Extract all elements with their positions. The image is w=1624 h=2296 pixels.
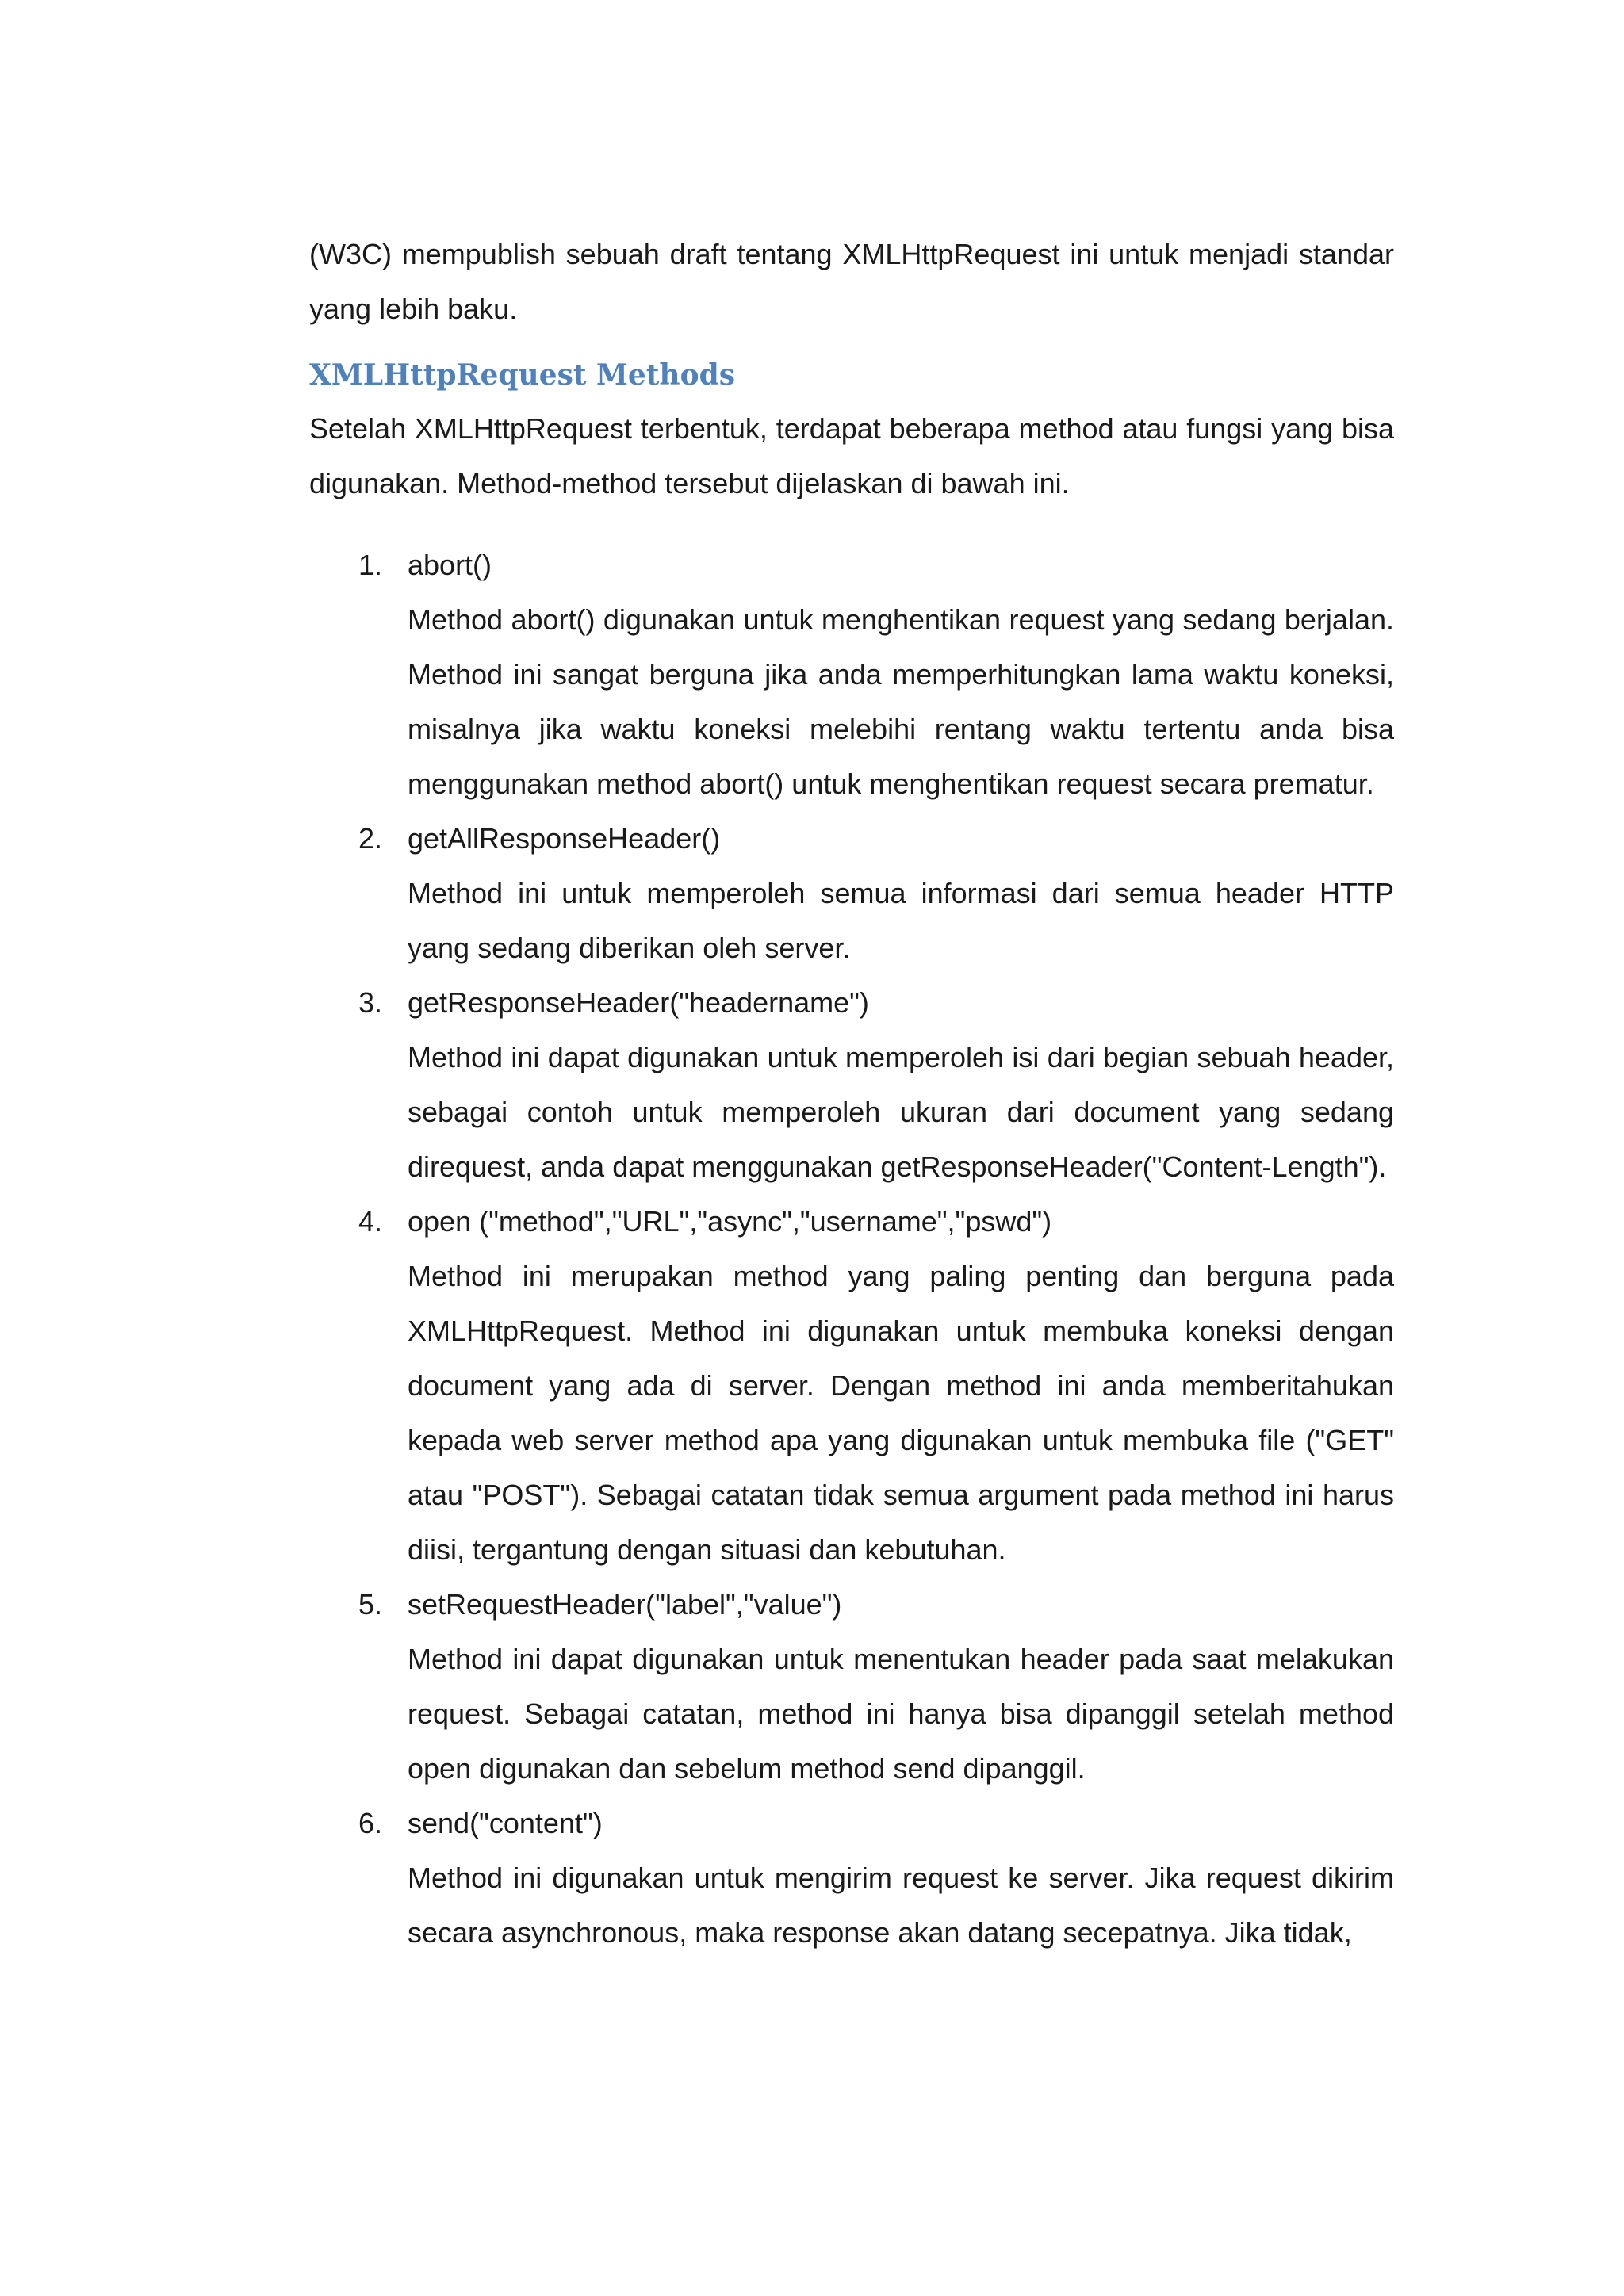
method-number: 1.: [358, 549, 383, 581]
method-number: 6.: [358, 1807, 383, 1839]
method-description: Method ini merupakan method yang paling penting dan berguna pada XMLHttpRequest. Method ini digunakan untuk membuka koneksi dengan document yang ada di server. Dengan method ini anda memberitahukan kepada web server method apa yang digunakan untuk membuka file ("GET" atau "POST"). Sebagai catatan tidak semua argument pada method ini harus diisi, tergantung dengan situasi dan kebutuhan.: [408, 1260, 1394, 1566]
method-signature: getAllResponseHeader(): [408, 822, 721, 855]
method-signature: getResponseHeader("headername"): [408, 986, 869, 1019]
method-item: [309, 1194, 1394, 1577]
intro-paragraph: Setelah XMLHttpRequest terbentuk, terdapat beberapa method atau fungsi yang bisa digunakan. Method-method tersebut dijelaskan di bawah ini.: [309, 412, 1394, 499]
method-signature: send("content"): [408, 1807, 603, 1839]
method-number: 2.: [358, 822, 383, 855]
method-list: [309, 538, 1394, 1960]
method-signature: open ("method","URL","async","username","pswd"): [408, 1205, 1052, 1238]
method-description: Method ini untuk memperoleh semua informasi dari semua header HTTP yang sedang diberikan oleh server.: [408, 877, 1394, 964]
method-number: 3.: [358, 986, 383, 1019]
method-description: Method ini dapat digunakan untuk menentukan header pada saat melakukan request. Sebagai catatan, method ini hanya bisa dipanggil setelah method open digunakan dan sebelum method send dipanggil.: [408, 1643, 1394, 1785]
section-heading: XMLHttpRequest Methods: [309, 358, 736, 392]
method-item: [309, 811, 1394, 975]
method-item: [309, 975, 1394, 1194]
method-number: 5.: [358, 1588, 383, 1621]
opening-paragraph: (W3C) mempublish sebuah draft tentang XMLHttpRequest ini untuk menjadi standar yang lebih baku.: [309, 238, 1394, 325]
method-description: Method ini dapat digunakan untuk memperoleh isi dari begian sebuah header, sebagai contoh untuk memperoleh ukuran dari document yang sedang direquest, anda dapat menggunakan getResponseHeader("Content-Length").: [408, 1041, 1394, 1183]
method-description: Method abort() digunakan untuk menghentikan request yang sedang berjalan. Method ini sangat berguna jika anda memperhitungkan lama waktu koneksi, misalnya jika waktu koneksi melebihi rentang waktu tertentu anda bisa menggunakan method abort() untuk menghentikan request secara prematur.: [408, 603, 1394, 800]
method-signature: abort(): [408, 549, 492, 581]
method-item: [309, 1577, 1394, 1796]
document-page: [309, 227, 1394, 1960]
method-item: [309, 1796, 1394, 1960]
method-item: [309, 538, 1394, 811]
method-number: 4.: [358, 1205, 383, 1238]
method-signature: setRequestHeader("label","value"): [408, 1588, 842, 1621]
method-description: Method ini digunakan untuk mengirim request ke server. Jika request dikirim secara asynchronous, maka response akan datang secepatnya. Jika tidak,: [408, 1862, 1394, 1949]
